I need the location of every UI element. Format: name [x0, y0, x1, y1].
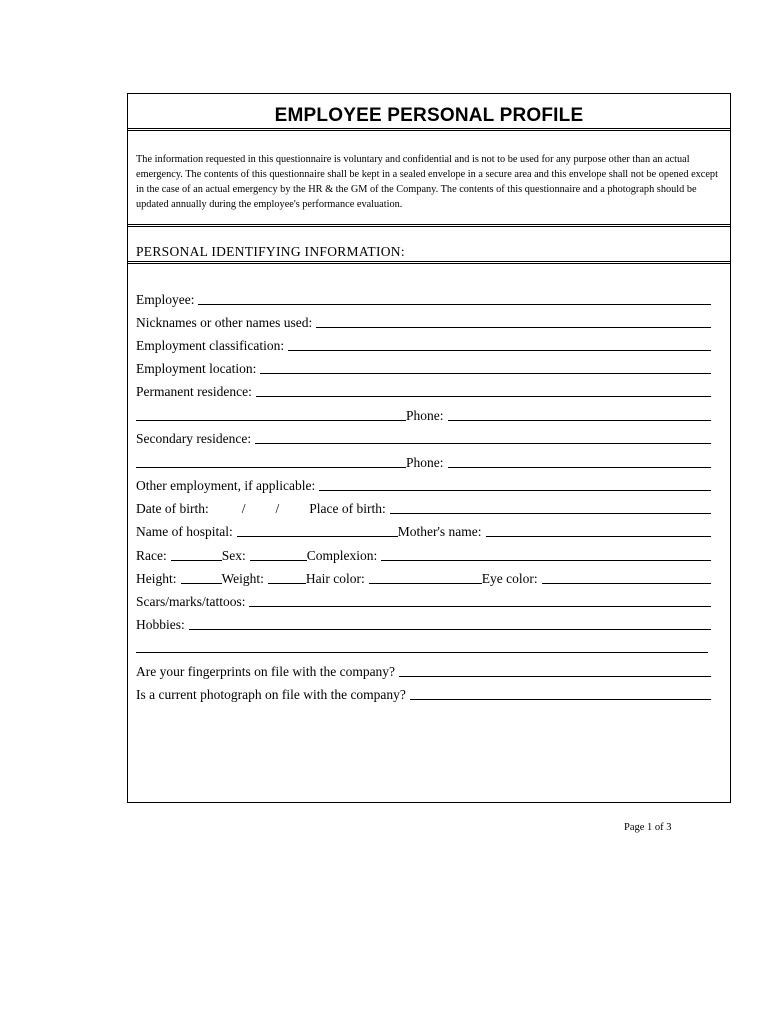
- mothers-name-field[interactable]: [486, 536, 711, 537]
- other-employment-row: [136, 476, 711, 494]
- nicknames-row: [136, 313, 711, 331]
- name-of-hospital-field[interactable]: [237, 536, 398, 537]
- employee-profile-form: [127, 93, 731, 803]
- other-employment-field[interactable]: [319, 490, 711, 491]
- permanent-residence-continued-field[interactable]: [136, 420, 406, 421]
- birth-row: [136, 499, 711, 517]
- date-separator-2: /: [275, 501, 280, 516]
- form-title: EMPLOYEE PERSONAL PROFILE: [274, 105, 584, 126]
- name-of-hospital-label: Name of hospital:: [136, 524, 233, 539]
- physical-features-row: [136, 569, 711, 587]
- place-of-birth-field[interactable]: [390, 513, 711, 514]
- scars-label: Scars/marks/tattoos:: [136, 594, 246, 609]
- photograph-row: [136, 685, 711, 703]
- employee-field[interactable]: [198, 304, 711, 305]
- date-separator-1: /: [241, 501, 246, 516]
- employee-label: Employee:: [136, 292, 195, 307]
- section-heading-box: [128, 227, 730, 264]
- nicknames-label: Nicknames or other names used:: [136, 315, 313, 330]
- eye-color-field[interactable]: [542, 583, 711, 584]
- permanent-residence-label: Permanent residence:: [136, 384, 252, 399]
- hobbies-continued-row: [136, 638, 708, 656]
- intro-text: The information requested in this questionnaire is voluntary and confidential and is not to be used for any purpose other than an actual emergency. The contents of this questionnaire shall be kept in a sealed envelope in a secure area and this envelope shall not be opened except in the case of an actual emergency by the HR & the GM of the Company. The contents of this questionnaire and a photograph should be updated annually during the employee's performance evaluation.: [136, 154, 718, 210]
- employment-location-row: [136, 359, 711, 377]
- other-employment-label: Other employment, if applicable:: [136, 478, 316, 493]
- page-number: Page 1 of 3: [624, 822, 672, 833]
- scars-row: [136, 592, 711, 610]
- hobbies-label: Hobbies:: [136, 617, 185, 632]
- hobbies-continued-field[interactable]: [136, 652, 708, 653]
- form-title-section: [128, 94, 730, 131]
- height-label: Height:: [136, 571, 177, 586]
- employment-classification-field[interactable]: [288, 350, 711, 351]
- employment-location-field[interactable]: [260, 373, 711, 374]
- fingerprints-row: [136, 662, 711, 680]
- sex-field[interactable]: [250, 560, 307, 561]
- nicknames-field[interactable]: [316, 327, 711, 328]
- hobbies-row: [136, 615, 711, 633]
- mothers-name-label: Mother's name:: [397, 524, 482, 539]
- race-field[interactable]: [171, 560, 222, 561]
- hospital-row: [136, 522, 711, 540]
- employment-classification-row: [136, 336, 711, 354]
- section-heading: PERSONAL IDENTIFYING INFORMATION:: [136, 244, 405, 259]
- phone-field-1[interactable]: [448, 420, 711, 421]
- place-of-birth-label: Place of birth:: [309, 501, 386, 516]
- employment-classification-label: Employment classification:: [136, 338, 285, 353]
- fingerprints-label: Are your fingerprints on file with the company?: [136, 664, 396, 679]
- permanent-residence-phone-row: [136, 406, 711, 424]
- weight-field[interactable]: [268, 583, 306, 584]
- photograph-label: Is a current photograph on file with the company?: [136, 687, 406, 702]
- hobbies-field[interactable]: [189, 629, 711, 630]
- race-label: Race:: [136, 548, 167, 563]
- secondary-residence-continued-field[interactable]: [136, 467, 406, 468]
- secondary-residence-phone-row: [136, 453, 711, 471]
- height-field[interactable]: [181, 583, 222, 584]
- secondary-residence-label: Secondary residence:: [136, 431, 252, 446]
- photograph-field[interactable]: [410, 699, 711, 700]
- fingerprints-field[interactable]: [399, 676, 711, 677]
- hair-color-label: Hair color:: [305, 571, 365, 586]
- complexion-field[interactable]: [381, 560, 711, 561]
- secondary-residence-row: [136, 429, 711, 447]
- phone-label-1: Phone:: [406, 408, 444, 423]
- permanent-residence-row: [136, 382, 711, 400]
- scars-field[interactable]: [249, 606, 711, 607]
- phone-label-2: Phone:: [406, 455, 444, 470]
- intro-section: [128, 131, 730, 227]
- sex-label: Sex:: [221, 548, 246, 563]
- employee-row: [136, 290, 711, 308]
- phone-field-2[interactable]: [448, 467, 711, 468]
- weight-label: Weight:: [221, 571, 264, 586]
- hair-color-field[interactable]: [369, 583, 482, 584]
- eye-color-label: Eye color:: [481, 571, 538, 586]
- secondary-residence-field[interactable]: [255, 443, 711, 444]
- complexion-label: Complexion:: [306, 548, 378, 563]
- date-of-birth-label: Date of birth:: [136, 501, 209, 516]
- permanent-residence-field[interactable]: [256, 396, 711, 397]
- employment-location-label: Employment location:: [136, 361, 257, 376]
- race-sex-complexion-row: [136, 546, 711, 564]
